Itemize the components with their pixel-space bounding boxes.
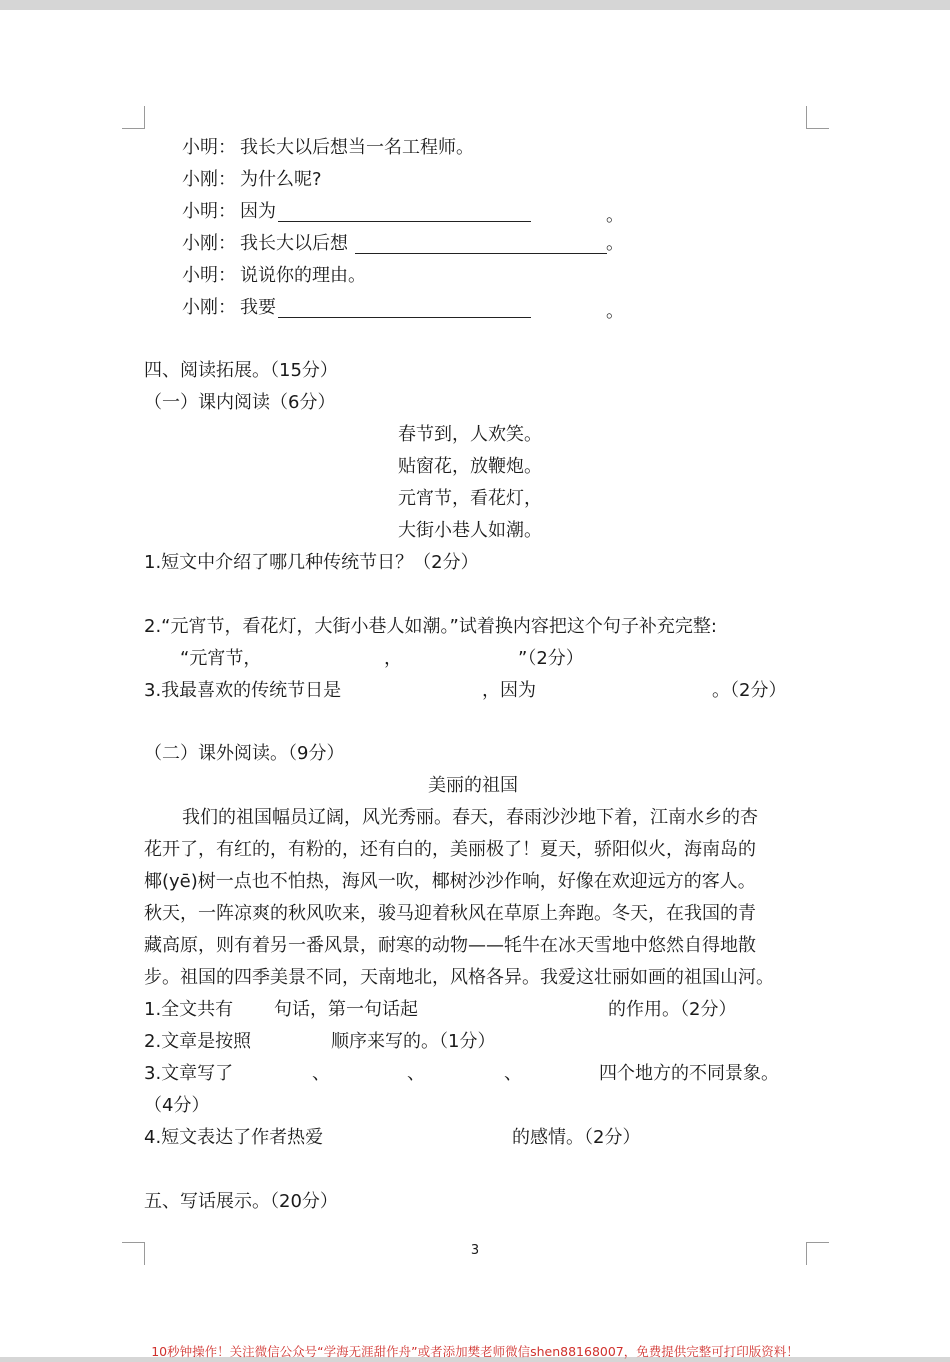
poem-line: 元宵节，看花灯， (398, 488, 542, 509)
margin-mark-top-right (806, 106, 829, 129)
question-2-part: ”（2分） (518, 648, 584, 669)
reading-question-3-sep: 、 (312, 1063, 330, 1084)
reading-question-3-sep: 、 (504, 1063, 522, 1084)
question-3-part: 。（2分） (712, 680, 787, 701)
margin-mark-bottom-right (806, 1242, 829, 1265)
reading-question-4: 4.短文表达了作者热爱 (144, 1127, 324, 1148)
passage-title: 美丽的祖国 (428, 775, 518, 796)
part1-heading: （一）课内阅读（6分） (144, 392, 336, 413)
dialogue-text: 为什么呢? (240, 169, 322, 190)
answer-blank[interactable] (355, 253, 607, 254)
answer-blank[interactable] (278, 221, 531, 222)
reading-question-3: 3.文章写了 (144, 1063, 234, 1084)
section4-heading: 四、阅读拓展。（15分） (144, 360, 338, 381)
dialogue-speaker: 小明： (182, 137, 236, 158)
reading-question-2-part: 顺序来写的。（1分） (331, 1031, 496, 1052)
dialogue-speaker: 小刚： (182, 233, 236, 254)
dialogue-text: 我长大以后想当一名工程师。 (240, 137, 474, 158)
passage-line: 我们的祖国幅员辽阔，风光秀丽。春天，春雨沙沙地下着，江南水乡的杏 (182, 807, 758, 828)
question-2-part: “元宵节， (180, 648, 262, 669)
dialogue-end: 。 (606, 205, 624, 226)
part2-heading: （二）课外阅读。（9分） (144, 743, 345, 764)
dialogue-speaker: 小刚： (182, 169, 236, 190)
reading-question-1: 1.全文共有 (144, 999, 234, 1020)
question-3: 3.我最喜欢的传统节日是 (144, 680, 342, 701)
reading-question-1-part: 句话，第一句话起 (274, 999, 418, 1020)
question-2-part: ， (384, 648, 402, 669)
dialogue-speaker: 小明： (182, 265, 236, 286)
viewer-top-bar (0, 0, 950, 10)
passage-line: 椰(yē)树一点也不怕热，海风一吹，椰树沙沙作响，好像在欢迎远方的客人。 (144, 871, 756, 892)
section5-heading: 五、写话展示。（20分） (144, 1191, 338, 1212)
page-number: 3 (470, 1243, 480, 1258)
poem-line: 贴窗花，放鞭炮。 (398, 456, 542, 477)
question-1: 1.短文中介绍了哪几种传统节日？（2分） (144, 552, 479, 573)
question-2: 2.“元宵节，看花灯，大街小巷人如潮。”试着换内容把这个句子补充完整: (144, 616, 717, 637)
reading-question-3-sep: 、 (407, 1063, 425, 1084)
passage-line: 步。祖国的四季美景不同，天南地北，风格各异。我爱这壮丽如画的祖国山河。 (144, 967, 774, 988)
dialogue-text: 说说你的理由。 (240, 265, 366, 286)
passage-line: 秋天，一阵凉爽的秋风吹来，骏马迎着秋风在草原上奔跑。冬天，在我国的青 (144, 903, 756, 924)
margin-mark-bottom-left (122, 1242, 145, 1265)
dialogue-speaker: 小明： (182, 201, 236, 222)
reading-question-1-part: 的作用。（2分） (608, 999, 737, 1020)
reading-question-3-part: 四个地方的不同景象。 (599, 1063, 779, 1084)
dialogue-speaker: 小刚： (182, 297, 236, 318)
passage-line: 藏高原，则有着另一番风景，耐寒的动物——牦牛在冰天雪地中悠然自得地散 (144, 935, 756, 956)
dialogue-end: 。 (606, 301, 624, 322)
promo-footer: 10秒钟操作！关注微信公众号“学海无涯甜作舟”或者添加樊老师微信shen88168007，免费提供完整可打印版资料！ (151, 1344, 799, 1359)
margin-mark-top-left (122, 106, 145, 129)
dialogue-end: 。 (606, 233, 624, 254)
dialogue-text: 我要 (240, 297, 276, 318)
reading-question-2: 2.文章是按照 (144, 1031, 252, 1052)
question-3-part: ，因为 (482, 680, 536, 701)
passage-line: 花开了，有红的，有粉的，还有白的，美丽极了！夏天，骄阳似火，海南岛的 (144, 839, 756, 860)
dialogue-text: 我长大以后想 (240, 233, 348, 254)
poem-line: 大街小巷人如潮。 (398, 520, 542, 541)
reading-question-4-part: 的感情。（2分） (512, 1127, 641, 1148)
answer-blank[interactable] (278, 317, 531, 318)
reading-question-3-score: （4分） (144, 1095, 210, 1116)
poem-line: 春节到，人欢笑。 (398, 424, 542, 445)
dialogue-text: 因为 (240, 201, 276, 222)
